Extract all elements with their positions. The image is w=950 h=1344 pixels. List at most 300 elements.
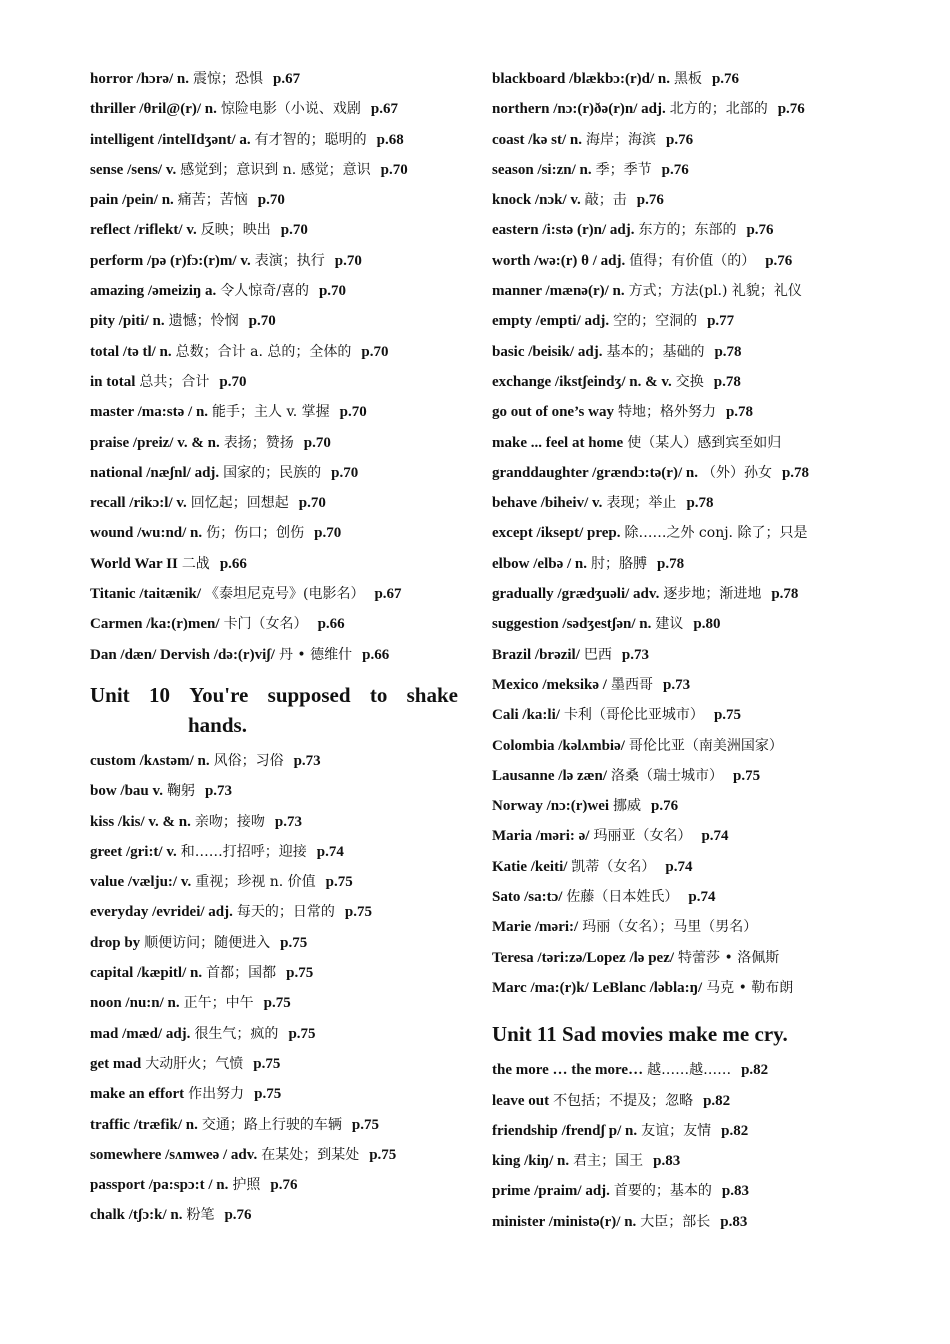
vocab-entry — [90, 1170, 458, 1200]
vocab-meaning: 敲；击 — [584, 192, 627, 209]
vocab-page: p.76 — [636, 192, 664, 209]
vocab-meaning: 总数；合计 a. 总的；全体的 — [175, 343, 352, 360]
vocab-meaning: 墨西哥 — [610, 676, 653, 693]
vocab-page: p.75 — [263, 995, 291, 1012]
vocab-page: p.70 — [361, 343, 389, 360]
vocab-entry — [492, 397, 864, 427]
vocab-word: noon /nu:n/ n. — [90, 995, 180, 1012]
vocab-word: thriller /θril@(r)/ n. — [90, 101, 217, 118]
unit-11-heading: Unit 11 Sad movies make me cry. — [492, 1022, 788, 1047]
vocab-entry — [492, 700, 864, 730]
vocab-page: p.78 — [725, 404, 754, 421]
vocab-entry — [90, 397, 458, 427]
vocab-page: p.75 — [286, 965, 314, 982]
vocab-entry — [90, 276, 458, 306]
vocab-entry — [90, 428, 458, 458]
vocab-meaning: 令人惊奇/喜的 — [220, 283, 309, 300]
vocab-word: manner /mænə(r)/ n. — [492, 283, 625, 300]
vocab-word: make ... feel at home — [492, 434, 624, 451]
vocab-meaning: 海岸；海滨 — [586, 131, 656, 148]
left-entry-list-a — [90, 64, 458, 670]
vocab-entry — [492, 1086, 864, 1116]
vocab-page: p.73 — [662, 676, 691, 693]
vocab-meaning: 表演；执行 — [254, 252, 325, 269]
vocab-page: p.70 — [318, 283, 347, 300]
vocab-word: Teresa /təri:zə/Lopez /lə pez/ — [492, 949, 675, 966]
vocab-meaning: 亲吻；接吻 — [194, 813, 265, 830]
vocab-page: p.70 — [298, 495, 326, 512]
vocab-word: pity /piti/ n. — [90, 313, 165, 330]
vocab-word: sense /sens/ v. — [90, 161, 177, 178]
vocab-entry — [492, 882, 864, 912]
vocab-entry — [90, 125, 458, 155]
right-entry-list-b — [492, 1055, 864, 1237]
vocab-meaning: 表现；举止 — [606, 495, 677, 512]
unit-10-heading-line1 — [90, 680, 458, 710]
vocab-word: pain /pein/ n. — [90, 192, 174, 209]
vocab-word: national /næʃnl/ adj. — [90, 464, 220, 481]
vocab-meaning: 挪威 — [613, 798, 642, 815]
vocab-entry — [492, 821, 864, 851]
vocab-word: kiss /kis/ v. & n. — [90, 813, 191, 830]
vocab-entry — [90, 215, 458, 245]
vocab-entry — [90, 897, 458, 927]
vocab-word: total /tə tl/ n. — [90, 343, 172, 360]
vocab-meaning: 巴西 — [583, 646, 612, 663]
vocab-word: prime /praim/ adj. — [492, 1183, 610, 1200]
vocab-word: master /ma:stə / n. — [90, 404, 209, 421]
vocab-word: Marc /ma:(r)k/ LeBlanc /ləbla:ŋ/ — [492, 979, 703, 996]
vocab-entry — [492, 640, 864, 670]
vocab-meaning: 马克 • 勒布朗 — [706, 979, 794, 996]
vocab-page: p.75 — [344, 904, 372, 921]
vocab-entry — [90, 246, 458, 276]
vocab-entry — [90, 367, 458, 397]
vocab-entry — [492, 912, 864, 942]
vocab-meaning: 北方的；北部的 — [669, 101, 768, 118]
vocab-meaning: 特地；格外努力 — [617, 404, 716, 421]
vocab-page: p.75 — [733, 767, 761, 784]
vocab-page: p.74 — [701, 828, 729, 845]
vocab-page: p.76 — [666, 131, 694, 148]
vocab-word: World War II — [90, 555, 178, 572]
vocab-meaning: 很生气；疯的 — [194, 1025, 279, 1042]
vocab-page: p.76 — [746, 222, 774, 239]
vocab-page: p.70 — [339, 404, 367, 421]
vocab-entry — [492, 579, 864, 609]
vocab-meaning: 能手；主人 v. 掌握 — [212, 404, 330, 421]
vocab-page: p.75 — [288, 1025, 316, 1042]
vocab-word: everyday /evridei/ adj. — [90, 904, 233, 921]
vocab-page: p.75 — [351, 1116, 379, 1133]
vocab-meaning: 君主；国王 — [573, 1153, 644, 1170]
vocab-page: p.76 — [711, 71, 740, 87]
vocab-meaning: 首要的；基本的 — [613, 1183, 712, 1200]
vocab-word: suggestion /sədʒestʃən/ n. — [492, 616, 652, 633]
vocab-entry — [90, 1049, 458, 1079]
vocab-word: season /si:zn/ n. — [492, 161, 592, 178]
vocab-word: Katie /keiti/ — [492, 858, 568, 875]
vocab-word: friendship /frendʃ p/ n. — [492, 1122, 638, 1139]
vocab-meaning: 除……之外 conj. 除了；只是 — [624, 525, 808, 542]
vocab-entry — [90, 640, 458, 670]
vocab-meaning: 痛苦；苦恼 — [177, 192, 248, 209]
vocab-entry — [90, 1140, 458, 1170]
vocab-word: mad /mæd/ adj. — [90, 1025, 191, 1042]
vocab-meaning: 大动肝火；气愤 — [145, 1055, 244, 1072]
unit-10-heading-word: You're — [189, 682, 249, 707]
left-entry-list-b — [90, 746, 458, 1231]
vocab-word: Dan /dæn/ Dervish /də:(r)viʃ/ — [90, 646, 275, 663]
vocab-page: p.76 — [765, 252, 793, 269]
vocab-meaning: 伤；伤口；创伤 — [206, 525, 305, 542]
vocab-entry — [492, 94, 864, 124]
unit-10-heading-word: to — [369, 682, 388, 707]
vocab-entry — [90, 609, 458, 639]
vocab-word: blackboard /blækbɔ:(r)d/ n. — [492, 71, 670, 87]
vocab-page: p.76 — [651, 798, 679, 815]
vocab-entry — [90, 306, 458, 336]
vocab-entry — [90, 549, 458, 579]
vocab-meaning: 国家的；民族的 — [223, 464, 322, 481]
vocab-page: p.70 — [380, 161, 408, 178]
vocab-page: p.76 — [661, 161, 689, 178]
vocab-entry — [90, 928, 458, 958]
vocab-page: p.75 — [369, 1146, 397, 1163]
vocab-entry — [492, 125, 864, 155]
vocab-meaning: 大臣；部长 — [640, 1213, 711, 1230]
vocab-page: p.70 — [334, 252, 362, 269]
vocab-entry — [492, 337, 864, 367]
vocab-word: somewhere /sʌmweə / adv. — [90, 1146, 258, 1163]
vocab-word: bow /bau v. — [90, 783, 163, 800]
unit-10-heading-line2: hands. — [188, 712, 247, 737]
vocab-page: p.70 — [331, 464, 359, 481]
vocab-meaning: 惊险电影（小说、戏剧 — [220, 101, 361, 118]
vocab-page: p.66 — [362, 646, 390, 663]
vocab-entry — [492, 549, 864, 579]
vocab-meaning: 越……越…… — [647, 1062, 732, 1079]
vocab-page: p.78 — [686, 495, 714, 512]
vocab-word: greet /gri:t/ v. — [90, 843, 177, 860]
vocab-entry — [90, 518, 458, 548]
vocab-word: Lausanne /lə zæn/ — [492, 767, 608, 784]
vocab-word: horror /hɔrə/ n. — [90, 71, 190, 87]
vocab-entry — [90, 867, 458, 897]
vocab-meaning: 反映；映出 — [200, 222, 271, 239]
vocab-page: p.73 — [274, 813, 302, 830]
right-entry-list-a — [492, 64, 864, 1003]
vocab-meaning: 交通；路上行驶的车辆 — [201, 1116, 342, 1133]
vocab-word: intelligent /intelIdʒənt/ a. — [90, 131, 251, 148]
vocab-page: p.66 — [317, 616, 345, 633]
vocab-page: p.75 — [713, 707, 742, 724]
vocab-entry — [492, 185, 864, 215]
vocab-entry — [90, 488, 458, 518]
vocab-page: p.68 — [376, 131, 404, 148]
vocab-word: passport /pa:spɔ:t / n. — [90, 1177, 229, 1194]
vocab-entry — [90, 837, 458, 867]
vocab-meaning: 哥伦比亚（南美洲国家） — [628, 737, 783, 754]
vocab-page: p.70 — [280, 222, 308, 239]
vocab-meaning: 震惊；恐惧 — [193, 71, 264, 87]
vocab-word: Colombia /kəlʌmbiə/ — [492, 737, 625, 754]
vocab-page: p.70 — [219, 373, 247, 390]
vocab-page: p.78 — [771, 586, 799, 603]
vocab-entry — [492, 458, 864, 488]
vocab-page: p.67 — [273, 71, 301, 87]
vocab-meaning: 重视；珍视 n. 价值 — [195, 874, 316, 891]
vocab-meaning: 基本的；基础的 — [606, 343, 705, 360]
vocab-meaning: 感觉到；意识到 n. 感觉；意识 — [180, 161, 371, 178]
vocab-entry — [90, 155, 458, 185]
vocab-entry — [492, 1146, 864, 1176]
vocab-meaning: 有才智的；聪明的 — [254, 131, 367, 148]
vocab-entry — [90, 458, 458, 488]
vocab-page: p.74 — [665, 858, 693, 875]
vocab-word: exchange /ikstʃeindʒ/ n. & v. — [492, 373, 672, 390]
vocab-meaning: 卡门（女名） — [223, 616, 308, 633]
vocab-word: recall /rikɔ:l/ v. — [90, 495, 187, 512]
vocab-entry — [492, 943, 864, 973]
vocab-page: p.67 — [374, 586, 402, 603]
vocab-meaning: 卡利（哥伦比亚城市） — [563, 707, 704, 724]
vocab-meaning: 交换 — [675, 373, 704, 390]
vocab-word: except /iksept/ prep. — [492, 525, 621, 542]
vocab-word: Norway /nɔ:(r)wei — [492, 798, 610, 815]
vocab-word: get mad — [90, 1055, 142, 1072]
vocab-meaning: 二战 — [181, 555, 210, 572]
vocab-word: eastern /i:stə (r)n/ adj. — [492, 222, 635, 239]
vocab-page: p.75 — [325, 874, 353, 891]
vocab-meaning: 季；季节 — [595, 161, 652, 178]
vocab-meaning: 遗憾；怜悯 — [168, 313, 239, 330]
unit-10-heading-word: Unit — [90, 682, 130, 707]
vocab-entry — [492, 609, 864, 639]
vocab-meaning: 每天的；日常的 — [236, 904, 335, 921]
vocab-entry — [492, 428, 864, 458]
unit-10-heading — [90, 680, 458, 740]
vocab-entry — [90, 94, 458, 124]
vocab-entry — [492, 1116, 864, 1146]
vocab-meaning: 使（某人）感到宾至如归 — [627, 434, 782, 451]
vocab-meaning: 佐藤（日本姓氏） — [566, 889, 679, 906]
vocab-meaning: 在某处；到某处 — [261, 1146, 360, 1163]
vocab-meaning: 《泰坦尼克号》(电影名） — [205, 586, 365, 603]
vocab-entry — [492, 155, 864, 185]
vocab-entry — [492, 518, 864, 548]
vocab-page: p.83 — [721, 1183, 749, 1200]
vocab-meaning: 作出努力 — [188, 1086, 245, 1103]
vocab-word: coast /kə st/ n. — [492, 131, 582, 148]
vocab-page: p.77 — [707, 313, 735, 330]
vocab-entry — [492, 246, 864, 276]
vocab-word: custom /kʌstəm/ n. — [90, 752, 210, 769]
vocab-page: p.73 — [621, 646, 649, 663]
vocab-page: p.70 — [257, 192, 285, 209]
vocab-word: behave /biheiv/ v. — [492, 495, 603, 512]
vocab-word: Cali /ka:li/ — [492, 707, 560, 724]
vocab-page: p.83 — [720, 1213, 748, 1230]
vocab-page: p.75 — [280, 934, 308, 951]
vocab-entry — [90, 185, 458, 215]
vocab-entry — [492, 973, 864, 1003]
vocab-word: perform /pə (r)fɔ:(r)m/ v. — [90, 252, 251, 269]
vocab-entry — [90, 1019, 458, 1049]
vocab-entry — [492, 215, 864, 245]
vocab-entry — [492, 1207, 864, 1237]
vocab-entry — [492, 791, 864, 821]
vocab-word: basic /beisik/ adj. — [492, 343, 603, 360]
vocab-meaning: 总共；合计 — [139, 373, 210, 390]
unit-10-heading-word: shake — [406, 682, 458, 707]
vocab-entry — [90, 988, 458, 1018]
vocab-meaning: 和……打招呼；迎接 — [180, 843, 307, 860]
vocab-word: king /kiŋ/ n. — [492, 1153, 570, 1170]
vocab-entry — [492, 1176, 864, 1206]
vocab-page: p.70 — [248, 313, 276, 330]
vocab-meaning: 建议 — [655, 616, 684, 633]
vocab-meaning: 风俗；习俗 — [213, 752, 284, 769]
vocab-meaning: 特蕾莎 • 洛佩斯 — [678, 949, 780, 966]
vocab-word: Carmen /ka:(r)men/ — [90, 616, 220, 633]
vocab-entry — [492, 731, 864, 761]
vocab-entry — [90, 746, 458, 776]
left-column — [90, 64, 458, 1231]
vocab-word: Mexico /meksikə / — [492, 676, 607, 693]
vocab-word: minister /ministə(r)/ n. — [492, 1213, 637, 1230]
vocab-word: capital /kæpitl/ n. — [90, 965, 203, 982]
right-column — [492, 64, 864, 1237]
vocab-page: p.78 — [781, 464, 810, 481]
vocab-meaning: 表扬；赞扬 — [223, 434, 294, 451]
vocab-meaning: 粉笔 — [186, 1207, 215, 1224]
vocab-meaning: 回忆起；回想起 — [190, 495, 289, 512]
vocab-page: p.76 — [777, 101, 805, 118]
vocab-meaning: 空的；空洞的 — [613, 313, 698, 330]
vocab-page: p.74 — [316, 843, 344, 860]
vocab-page: p.76 — [270, 1177, 298, 1194]
vocab-word: gradually /grædʒuəli/ adv. — [492, 586, 660, 603]
vocab-word: wound /wu:nd/ n. — [90, 525, 203, 542]
unit-10-heading-word: 10 — [148, 682, 170, 707]
vocab-entry — [90, 337, 458, 367]
vocab-word: reflect /riflekt/ v. — [90, 222, 197, 239]
vocab-entry — [90, 1200, 458, 1230]
unit-10-heading-word: supposed — [267, 682, 351, 707]
vocab-word: praise /preiz/ v. & n. — [90, 434, 220, 451]
vocab-page: p.80 — [693, 616, 721, 633]
vocab-page: p.74 — [688, 889, 716, 906]
vocab-word: in total — [90, 373, 136, 390]
vocab-word: empty /empti/ adj. — [492, 313, 610, 330]
vocab-meaning: 逐步地；渐进地 — [663, 586, 762, 603]
vocab-page: p.82 — [721, 1122, 749, 1139]
vocab-page: p.73 — [204, 783, 233, 800]
vocab-page: p.78 — [714, 343, 742, 360]
vocab-word: amazing /əmeiziŋ a. — [90, 283, 217, 300]
vocab-page: p.70 — [314, 525, 342, 542]
vocab-meaning: 玛丽（女名）；马里（男名） — [582, 919, 758, 936]
vocab-entry — [90, 807, 458, 837]
vocab-word: drop by — [90, 934, 141, 951]
vocab-word: the more … the more… — [492, 1062, 644, 1079]
vocab-meaning: （外）孙女 — [701, 464, 772, 481]
vocab-page: p.78 — [657, 555, 685, 572]
vocab-entry — [492, 64, 864, 94]
vocab-meaning: 凯蒂（女名） — [571, 858, 656, 875]
vocab-entry — [90, 1079, 458, 1109]
vocab-page: p.73 — [293, 752, 321, 769]
vocab-entry — [90, 64, 458, 94]
vocab-word: Sato /sa:tɔ/ — [492, 889, 563, 906]
vocab-word: worth /wə:(r) θ / adj. — [492, 252, 626, 269]
vocab-page: p.75 — [254, 1086, 282, 1103]
vocab-word: northern /nɔ:(r)ðə(r)n/ adj. — [492, 101, 666, 118]
vocab-entry — [492, 306, 864, 336]
vocab-word: leave out — [492, 1092, 550, 1109]
vocab-entry — [492, 1055, 864, 1085]
vocab-meaning: 丹 • 德维什 — [278, 646, 353, 663]
vocab-page: p.83 — [653, 1153, 681, 1170]
vocab-page: p.75 — [253, 1055, 281, 1072]
vocab-word: elbow /elbə / n. — [492, 555, 588, 572]
vocab-word: chalk /tʃɔ:k/ n. — [90, 1207, 183, 1224]
vocab-word: traffic /træfik/ n. — [90, 1116, 198, 1133]
vocab-word: value /vælju:/ v. — [90, 874, 192, 891]
vocab-meaning: 友谊；友情 — [641, 1122, 712, 1139]
vocab-meaning: 正午；中午 — [183, 995, 254, 1012]
vocab-entry — [90, 579, 458, 609]
vocab-page: p.82 — [703, 1092, 731, 1109]
vocab-meaning: 洛桑（瑞士城市） — [611, 767, 724, 784]
vocab-entry — [492, 367, 864, 397]
vocab-page: p.82 — [741, 1062, 769, 1079]
vocab-entry — [492, 276, 864, 306]
vocab-entry — [90, 1110, 458, 1140]
vocab-page: p.76 — [224, 1207, 252, 1224]
vocab-meaning: 东方的；东部的 — [638, 222, 737, 239]
vocab-word: Maria /məri: ə/ — [492, 828, 590, 845]
vocab-entry — [492, 488, 864, 518]
vocab-entry — [492, 670, 864, 700]
vocab-meaning: 护照 — [232, 1177, 261, 1194]
vocab-meaning: 鞠躬 — [166, 783, 195, 800]
vocab-page: p.78 — [713, 373, 741, 390]
vocab-entry — [492, 761, 864, 791]
vocab-meaning: 黑板 — [673, 71, 702, 87]
vocab-meaning: 首都；国都 — [206, 965, 277, 982]
vocab-word: go out of one’s way — [492, 404, 614, 421]
vocab-entry — [90, 776, 458, 806]
vocab-meaning: 方式；方法(pl.) 礼貌；礼仪 — [628, 283, 802, 300]
vocab-word: make an effort — [90, 1086, 185, 1103]
vocab-meaning: 顺便访问；随便进入 — [144, 934, 271, 951]
vocab-page: p.66 — [219, 555, 247, 572]
vocab-word: Marie /məri:/ — [492, 919, 579, 936]
vocab-page: p.67 — [370, 101, 398, 118]
vocab-entry — [492, 852, 864, 882]
vocab-word: granddaughter /grændɔ:tə(r)/ n. — [492, 464, 698, 481]
vocab-meaning: 不包括；不提及；忽略 — [553, 1092, 694, 1109]
vocab-meaning: 玛丽亚（女名） — [593, 828, 692, 845]
vocab-word: Titanic /taitænik/ — [90, 586, 201, 603]
vocab-word: knock /nɔk/ v. — [492, 192, 581, 209]
vocab-meaning: 值得；有价值（的） — [629, 252, 756, 269]
vocab-entry — [90, 958, 458, 988]
vocab-meaning: 肘；胳膊 — [591, 555, 648, 572]
vocab-word: Brazil /brəzil/ — [492, 646, 580, 663]
